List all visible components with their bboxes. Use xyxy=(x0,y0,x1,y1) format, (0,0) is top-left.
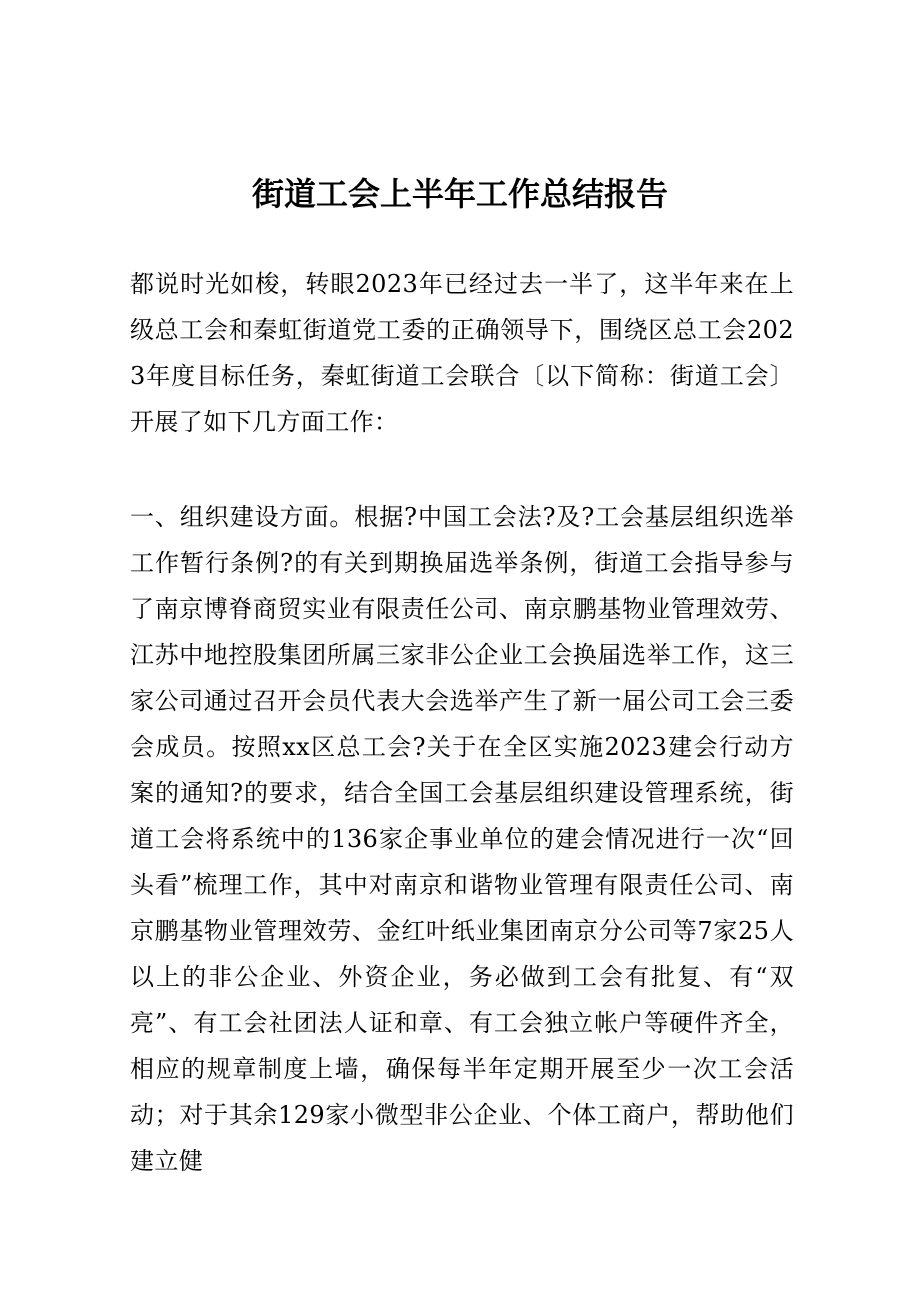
paragraph-organization: 一、组织建设方面。根据?中国工会法?及?工会基层组织选举工作暂行条例?的有关到期换届选举条例，街道工会指导参与了南京博脊商贸实业有限责任公司、南京鹏基物业管理效劳、江苏中地控股集团所属三家非公企业工会换届选举工作，这三家公司通过召开会员代表大会选举产生了新一届公司工会三委会成员。按照xx区总工会?关于在全区实施2023建会行动方案的通知?的要求，结合全国工会基层组织建设管理系统，街道工会将系统中的136家企事业单位的建会情况进行一次“回头看”梳理工作，其中对南京和谐物业管理有限责任公司、南京鹏基物业管理效劳、金红叶纸业集团南京分公司等7家25人以上的非公企业、外资企业，务必做到工会有批复、有“双亮”、有工会社团法人证和章、有工会独立帐户等硬件齐全，相应的规章制度上墙，确保每半年定期开展至少一次工会活动；对于其余129家小微型非公企业、个体工商户，帮助他们建立健 xyxy=(130,503,794,1175)
paragraph-intro: 都说时光如梭，转眼2023年已经过去一半了，这半年来在上级总工会和秦虹街道党工委的正确领导下，围绕区总工会2023年度目标任务，秦虹街道工会联合〔以下简称：街道工会〕开展了如下几方面工作： xyxy=(130,270,794,436)
document-title: 街道工会上半年工作总结报告 xyxy=(251,175,668,213)
